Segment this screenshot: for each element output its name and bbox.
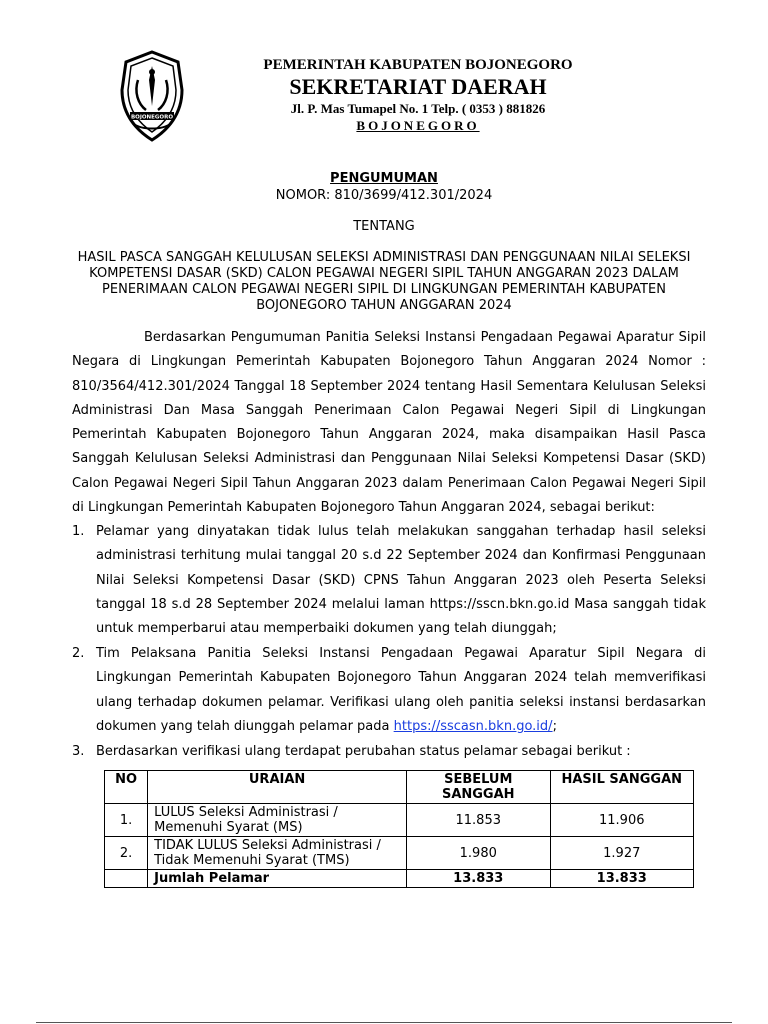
office-city: BOJONEGORO <box>356 118 480 133</box>
list-item <box>72 740 706 764</box>
document-title: PENGUMUMAN <box>330 171 438 186</box>
intro-paragraph: Berdasarkan Pengumuman Panitia Seleksi Instansi Pengadaan Pegawai Aparatur Sipil Negara di Lingkungan Pemerintah Kabupaten Bojonegoro Tahun Anggaran 2024 Nomor : 810/3564/412.301/2024 Tanggal 18 September 2024 tentang Hasil Sementara Kelulusan Seleksi Administrasi Dan Masa Sanggah Penerimaan Calon Pegawai Negeri Sipil di Lingkungan Pemerintah Kabupaten Bojonegoro Tahun Anggaran 2024, maka disampaikan Hasil Pasca Sanggah Kelulusan Seleksi Administrasi dan Penggunaan Nilai Seleksi Kompetensi Dasar (SKD) Calon Pegawai Negeri Sipil Tahun Anggaran 2023 dalam Penerimaan Calon Pegawai Negeri Sipil di Lingkungan Pemerintah Kabupaten Bojonegoro Tahun Anggaran 2024, sebagai berikut: <box>72 330 706 516</box>
page-divider <box>36 1022 732 1023</box>
total-hasil: 13.833 <box>550 870 694 888</box>
sscasn-link[interactable]: https://sscasn.bkn.go.id/ <box>393 718 553 734</box>
row-sebelum: 11.853 <box>407 804 550 837</box>
list-item-number: 2. <box>72 646 85 661</box>
status-change-table <box>104 770 694 888</box>
row-sebelum: 1.980 <box>407 837 550 870</box>
row-no: 2. <box>105 837 148 870</box>
about-label: TENTANG <box>353 219 415 234</box>
list-item-text: Pelamar yang dinyatakan tidak lulus telah melakukan sanggahan terhadap hasil seleksi administrasi terhitung mulai tanggal 20 s.d 22 September 2024 dan Konfirmasi Penggunaan Nilai Seleksi Kompetensi Dasar (SKD) CPNS Tahun Anggaran 2023 oleh Peserta Seleksi tanggal 18 s.d 28 September 2024 melalui laman https://sscn.bkn.go.id Masa sanggah tidak untuk memperbarui atau memperbaiki dokumen yang telah diunggah; <box>96 524 706 637</box>
total-no <box>105 870 148 888</box>
letterhead <box>190 56 646 134</box>
header-no: NO <box>105 771 148 804</box>
list-item-number: 1. <box>72 524 85 539</box>
row-hasil: 11.906 <box>550 804 694 837</box>
regency-coat-of-arms-icon <box>118 50 186 142</box>
row-uraian: LULUS Seleksi Administrasi / Memenuhi Syarat (MS) <box>148 804 407 837</box>
header-sebelum: SEBELUM SANGGAH <box>407 771 550 804</box>
list-item <box>72 520 706 641</box>
table-total-row <box>105 870 694 888</box>
office-name: SEKRETARIAT DAERAH <box>289 74 547 99</box>
table-header-row <box>105 771 694 804</box>
header-hasil: HASIL SANGGAN <box>550 771 694 804</box>
document-subject: HASIL PASCA SANGGAH KELULUSAN SELEKSI ADMINISTRASI DAN PENGGUNAAN NILAI SELEKSI KOMPETENSI DASAR (SKD) CALON PEGAWAI NEGERI SIPIL TAHUN ANGGARAN 2023 DALAM PENERIMAAN CALON PEGAWAI NEGERI SIPIL DI LINGKUNGAN PEMERINTAH KABUPATEN BOJONEGORO TAHUN ANGGARAN 2024 <box>77 250 691 313</box>
table-row <box>105 804 694 837</box>
row-uraian: TIDAK LULUS Seleksi Administrasi / Tidak Memenuhi Syarat (TMS) <box>148 837 407 870</box>
document-number: NOMOR: 810/3699/412.301/2024 <box>275 188 493 203</box>
table-row <box>105 837 694 870</box>
header-uraian: URAIAN <box>148 771 407 804</box>
logo-text: BOJONEGORO <box>130 114 174 121</box>
list-item <box>72 642 706 739</box>
list-item-text <box>96 642 706 739</box>
government-name: PEMERINTAH KABUPATEN BOJONEGORO <box>263 57 573 73</box>
list-item-suffix: ; <box>552 718 557 734</box>
list-item-number: 3. <box>72 744 85 759</box>
total-sebelum: 13.833 <box>407 870 550 888</box>
office-address: Jl. P. Mas Tumapel No. 1 Telp. ( 0353 ) 881826 <box>290 101 546 116</box>
total-label: Jumlah Pelamar <box>148 870 407 888</box>
row-no: 1. <box>105 804 148 837</box>
list-item-text: Berdasarkan verifikasi ulang terdapat perubahan status pelamar sebagai berikut : <box>96 744 631 759</box>
list-item-body: Tim Pelaksana Panitia Seleksi Instansi Pengadaan Pegawai Aparatur Sipil Negara di Lingkungan Pemerintah Kabupaten Bojonegoro Tahun Anggaran 2024 telah memverifikasi ulang terhadap dokumen pelamar. Verifikasi ulang oleh panitia seleksi instansi berdasarkan dokumen yang telah diunggah pelamar pada <box>96 646 706 734</box>
row-hasil: 1.927 <box>550 837 694 870</box>
